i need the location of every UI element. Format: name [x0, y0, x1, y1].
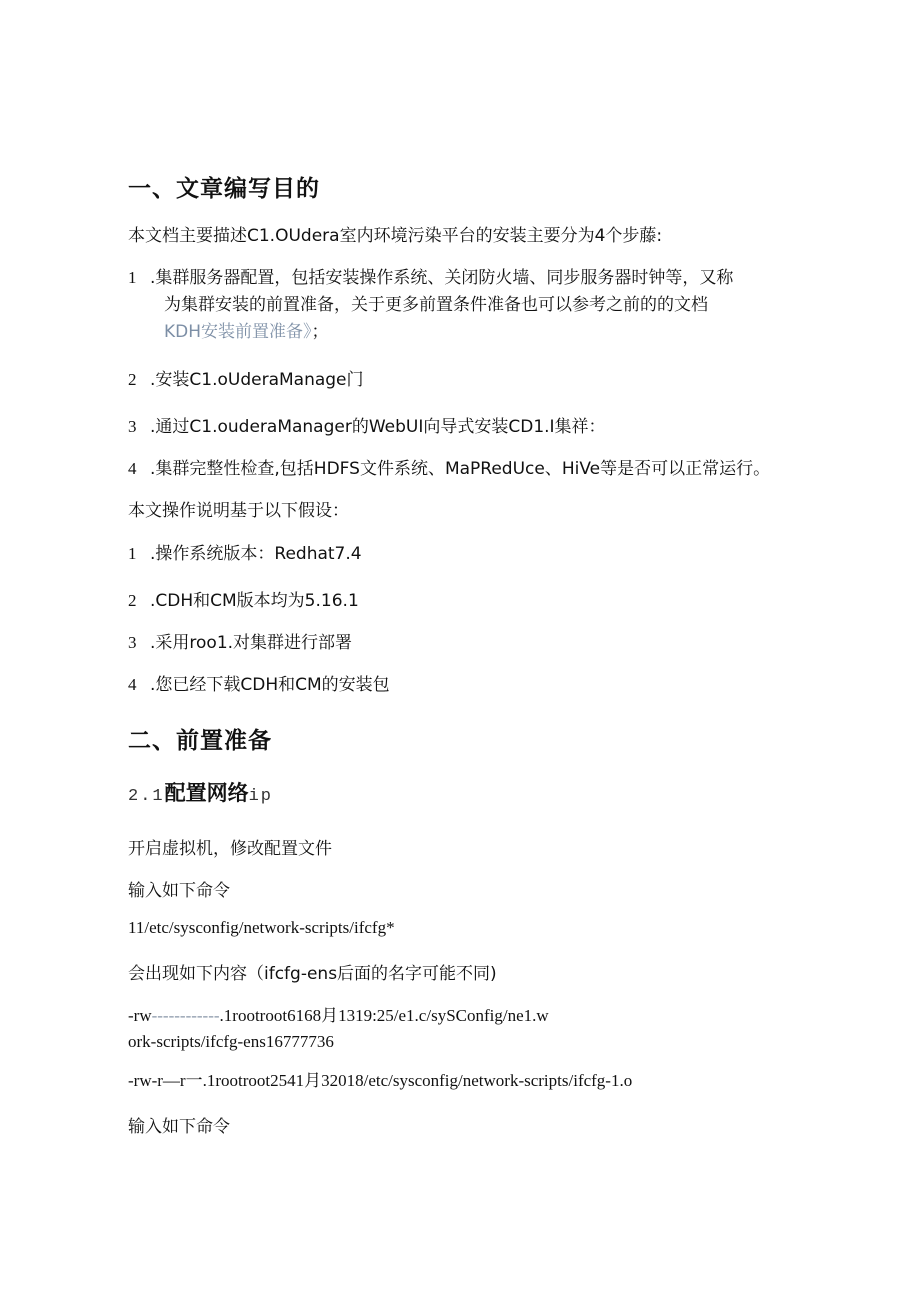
list-number: 4 — [128, 459, 137, 478]
list-item-continuation: KDH安装前置准备》； — [164, 322, 329, 342]
list-item — [128, 263, 733, 288]
assumptions-intro: 本文操作说明基于以下假设： — [128, 501, 349, 521]
section-heading-prerequisites: 二、前置准备 — [128, 728, 272, 754]
list-number: 1 — [128, 268, 137, 287]
paragraph: 开启虚拟机，修改配置文件 — [128, 839, 332, 859]
list-item — [128, 586, 359, 611]
list-text: .集群服务器配置，包括安装操作系统、关闭防火墙、同步服务器时钟等，又称 — [150, 268, 734, 288]
command-output-line: -rw-r—r一.1rootroot2541月32018/etc/sysconfig/network-scripts/ifcfg-1.o — [128, 1071, 633, 1090]
list-text: .CDH和CM版本均为5.16.1 — [150, 591, 359, 611]
paragraph: 输入如下命令 — [128, 881, 230, 901]
list-number: 4 — [128, 675, 137, 694]
list-item — [128, 454, 770, 479]
subsection-number: 2.1 — [128, 787, 165, 806]
subsection-title: 配置网络 — [164, 781, 249, 805]
document-reference-link[interactable]: KDH安装前置准备》 — [164, 322, 312, 342]
paragraph: 会出现如下内容（ifcfg-ens后面的名字可能不同) — [128, 964, 497, 984]
subsection-suffix: ip — [248, 787, 274, 806]
list-item — [128, 670, 390, 695]
command-output-line: ork-scripts/ifcfg-ens16777736 — [128, 1032, 334, 1051]
paragraph: 输入如下命令 — [128, 1117, 230, 1137]
list-text: .操作系统版本：Redhat7.4 — [150, 544, 362, 564]
list-number: 2 — [128, 591, 137, 610]
intro-paragraph: 本文档主要描述C1.OUdera室内环境污染平台的安装主要分为4个步藤: — [128, 226, 663, 246]
list-item — [128, 539, 362, 564]
list-text: .采用roo1.对集群进行部署 — [150, 633, 353, 653]
list-item — [128, 628, 352, 653]
list-number: 3 — [128, 633, 137, 652]
list-number: 3 — [128, 417, 137, 436]
list-item — [128, 365, 364, 390]
command-output-line: -rw------------.1rootroot6168月1319:25/e1.c/sySConfig/ne1.w — [128, 1006, 549, 1025]
subsection-heading-network — [128, 777, 273, 807]
list-text: .通过C1.ouderaManager的WebUI向导式安装CD1.I集祥： — [150, 417, 606, 437]
list-number: 1 — [128, 544, 137, 563]
section-heading-purpose: 一、文章编写目的 — [128, 176, 320, 202]
list-text: .安装C1.oUderaManage门 — [150, 370, 364, 390]
list-number: 2 — [128, 370, 137, 389]
list-item — [128, 412, 606, 437]
command-line: 11/etc/sysconfig/network-scripts/ifcfg* — [128, 918, 395, 937]
list-text: .您已经下载CDH和CM的安装包 — [150, 675, 390, 695]
list-text: .集群完整性检查,包括HDFS文件系统、MaPRedUce、HiVe等是否可以正常运行。 — [150, 459, 771, 479]
list-item-continuation: 为集群安装的前置准备，关于更多前置条件准备也可以参考之前的的文档 — [164, 295, 708, 315]
